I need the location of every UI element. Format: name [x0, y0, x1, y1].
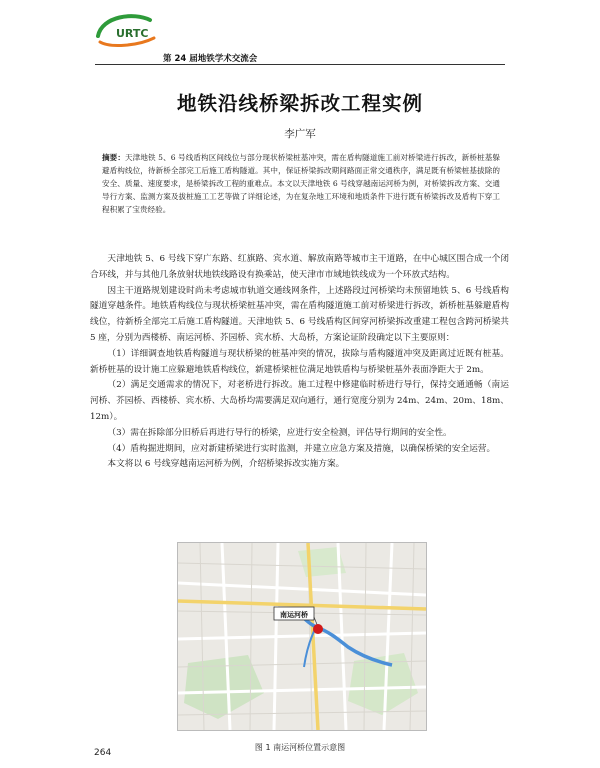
paper-author: 李广军 [284, 128, 316, 140]
abstract-text: 天津地铁 5、6 号线盾构区间线位与部分现状桥梁桩基冲突，需在盾构隧道施工前对桥梁进行拆改，新桥桩基躲避盾构线位，待新桥全部完工后施工盾构隧道。其中，保证桥梁拆改期间路面正常交通秩序，满足既有桥梁桩基拔除的安全、质量、速度要求，是桥梁拆改工程的重难点。本文以天津地铁 6 号线穿越南运河桥为例，对桥梁拆改方案、交通导行方案、监测方案及拔桩施工工艺等做了详细论述，为在复杂地工环境和地质条件下进行既有桥梁拆改及盾构下穿工程积累了宝贵经验。 [102, 153, 500, 214]
body-paragraph: （1）详细调查地铁盾构隧道与现状桥梁的桩基冲突的情况，拔除与盾构隧道冲突及距离过近既有桩基。新桥桩基的设计施工应躲避地铁盾构线位，新建桥梁桩位满足地铁盾构与桥梁桩基外表面净距大于 2m。 [90, 348, 509, 375]
figure-caption: 图 1 南运河桥位置示意图 [254, 743, 346, 752]
map-label: 南运河桥 [280, 611, 308, 619]
page-number: 264 [94, 748, 112, 758]
body-paragraph: 因主干道路规划建设时尚未考虑城市轨道交通线网条件，上述路段过河桥梁均未预留地铁 5、6 号线盾构隧道穿越条件。地铁盾构线位与现状桥梁桩基冲突，需在盾构隧道施工前对桥梁进行拆改，新桥桩基躲避盾构线位，待新桥全部完工后施工盾构隧道。天津地铁 5、6 号线盾构区间穿河桥梁拆改重建工程包含跨河桥梁共 5 座，分别为西楼桥、南运河桥、芥园桥、宾水桥、大岛桥，方案论证阶段确定以下主要原则： [90, 285, 509, 343]
urtc-logo [92, 10, 162, 48]
body-paragraph: 本文将以 6 号线穿越南运河桥为例，介绍桥梁拆改实施方案。 [107, 459, 345, 470]
location-map [177, 542, 427, 731]
map-location-marker [313, 624, 323, 634]
paper-body [90, 252, 509, 473]
conference-name: 第 24 届地铁学术交流会 [163, 54, 258, 64]
paper-title: 地铁沿线桥梁拆改工程实例 [176, 92, 423, 115]
body-paragraph: 天津地铁 5、6 号线下穿广东路、红旗路、宾水道、解放南路等城市主干道路，在中心城区围合成一个闭合环线，并与其他几条放射状地铁线路设有换乘站，使天津市市域地铁线成为一个环放式结构。 [90, 254, 509, 280]
body-paragraph: （4）盾构掘进期间，应对新建桥梁进行实时监测，并建立应急方案及措施，以确保桥梁的安全运营。 [107, 443, 496, 454]
header-divider [95, 64, 505, 65]
body-paragraph: （3）需在拆除部分旧桥后再进行导行的桥梁，应进行安全检测，评估导行期间的安全性。 [107, 427, 452, 438]
abstract-label: 摘要： [102, 153, 126, 162]
logo-text: URTC [116, 27, 149, 40]
abstract [102, 151, 500, 216]
body-paragraph: （2）满足交通需求的情况下，对老桥进行拆改。施工过程中修建临时桥进行导行，保持交通通畅（南运河桥、芥园桥、西楼桥、宾水桥、大岛桥均需要满足双向通行，通行宽度分别为 24m、24m、20m、18m、12m）。 [90, 380, 509, 422]
